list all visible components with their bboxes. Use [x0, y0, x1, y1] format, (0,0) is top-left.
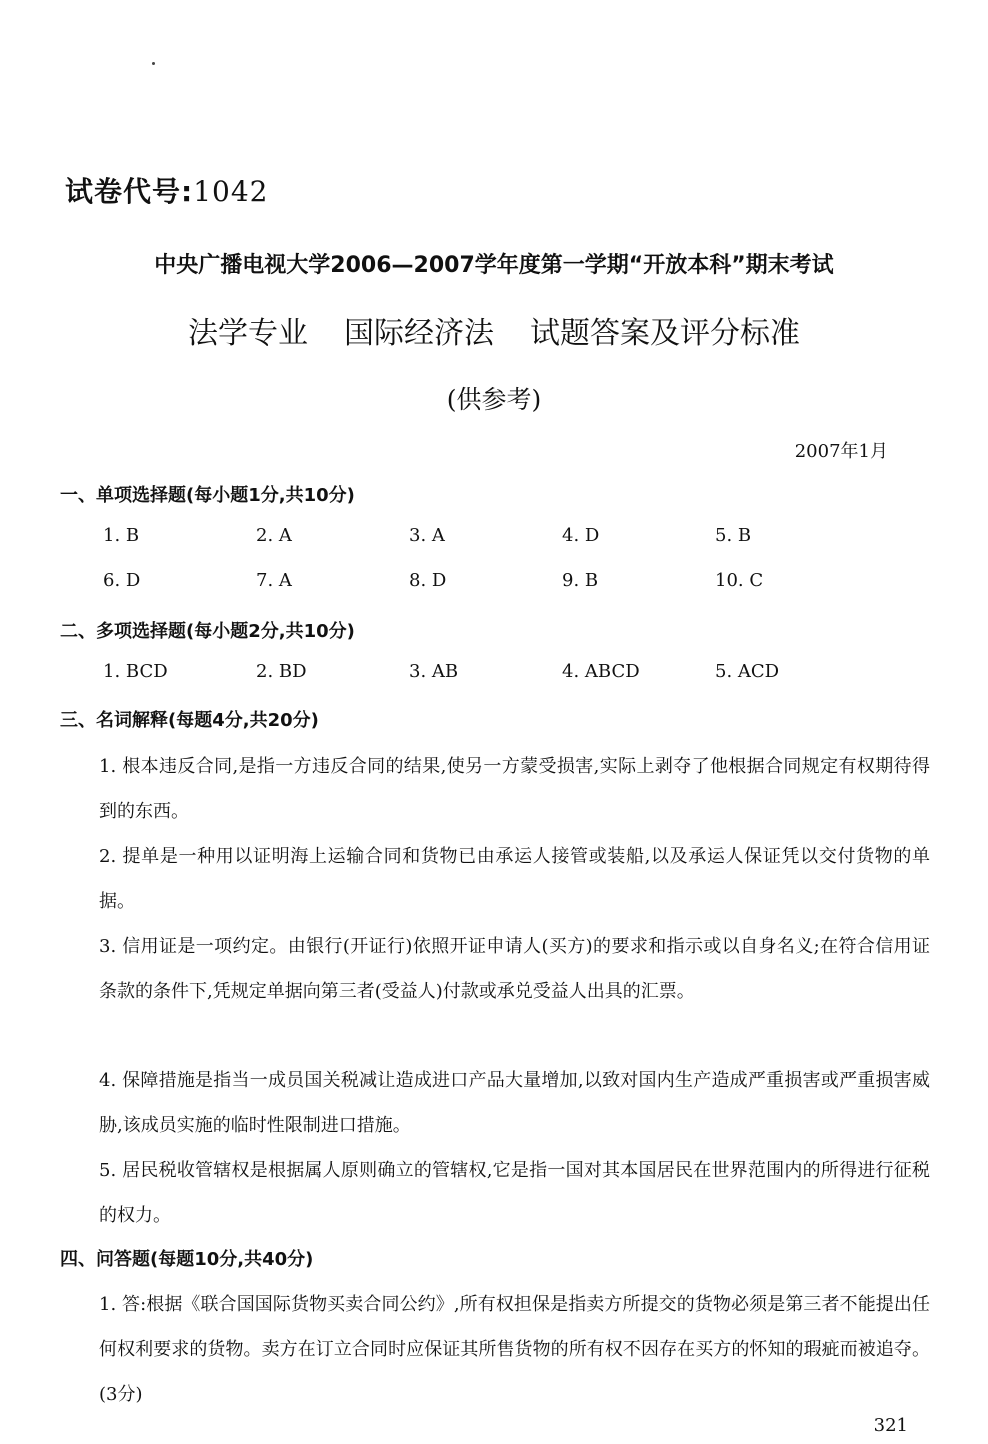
section-4-heading: 四、问答题(每题10分,共40分) [60, 1249, 314, 1270]
document-type: 试题答案及评分标准 [530, 316, 800, 351]
section-1-row-2 [103, 570, 903, 591]
section-1-heading: 一、单项选择题(每小题1分,共10分) [60, 485, 355, 506]
answer-item: 9. B [562, 570, 599, 591]
answer-item: 2. BD [256, 661, 307, 682]
major-name: 法学专业 [188, 316, 308, 351]
section-3-heading: 三、名词解释(每题4分,共20分) [60, 710, 319, 731]
answer-item: 7. A [256, 570, 292, 591]
answer-item: 1. B [103, 525, 140, 546]
term-definition-1: 1. 根本违反合同,是指一方违反合同的结果,使另一方蒙受损害,实际上剥夺了他根据合同规定有权期待得到的东西。 [99, 756, 930, 822]
answer-item: 3. A [409, 525, 445, 546]
answer-item: 3. AB [409, 661, 459, 682]
exam-date: 2007年1月 [794, 441, 888, 462]
course-name: 国际经济法 [344, 316, 494, 351]
term-definition-3: 3. 信用证是一项约定。由银行(开证行)依照开证申请人(买方)的要求和指示或以自身名义;在符合信用证条款的条件下,凭规定单据向第三者(受益人)付款或承兑受益人出具的汇票。 [99, 936, 930, 1002]
section-1-row-1 [103, 525, 903, 546]
answer-item: 5. ACD [715, 661, 780, 682]
answer-item: 4. D [562, 525, 600, 546]
answer-item: 8. D [409, 570, 447, 591]
term-definition-4: 4. 保障措施是指当一成员国关税减让造成进口产品大量增加,以致对国内生产造成严重损害或严重损害威胁,该成员实施的临时性限制进口措施。 [99, 1070, 930, 1136]
scan-speck [152, 62, 155, 65]
exam-title: 中央广播电视大学2006—2007学年度第一学期“开放本科”期末考试 [154, 253, 834, 278]
term-definition-2: 2. 提单是一种用以证明海上运输合同和货物已由承运人接管或装船,以及承运人保证凭以交付货物的单据。 [99, 846, 930, 912]
page-number: 321 [873, 1415, 908, 1436]
exam-code: 试卷代号:1042 [65, 175, 269, 208]
answer-item: 2. A [256, 525, 292, 546]
answer-item: 10. C [715, 570, 764, 591]
essay-answer-1: 1. 答:根据《联合国国际货物买卖合同公约》,所有权担保是指卖方所提交的货物必须是第三者不能提出任何权利要求的货物。卖方在订立合同时应保证其所售货物的所有权不因存在买方的怀知的瑕疵而被追夺。(3分) [99, 1294, 930, 1405]
answer-item: 4. ABCD [562, 661, 640, 682]
answer-item: 6. D [103, 570, 141, 591]
term-definition-5: 5. 居民税收管辖权是根据属人原则确立的管辖权,它是指一国对其本国居民在世界范围内的所得进行征税的权力。 [99, 1160, 930, 1226]
section-2-heading: 二、多项选择题(每小题2分,共10分) [60, 621, 355, 642]
answer-item: 1. BCD [103, 661, 168, 682]
reference-note: (供参考) [446, 385, 542, 414]
section-2-row-1 [103, 661, 903, 682]
answer-item: 5. B [715, 525, 752, 546]
document-title [0, 308, 988, 352]
